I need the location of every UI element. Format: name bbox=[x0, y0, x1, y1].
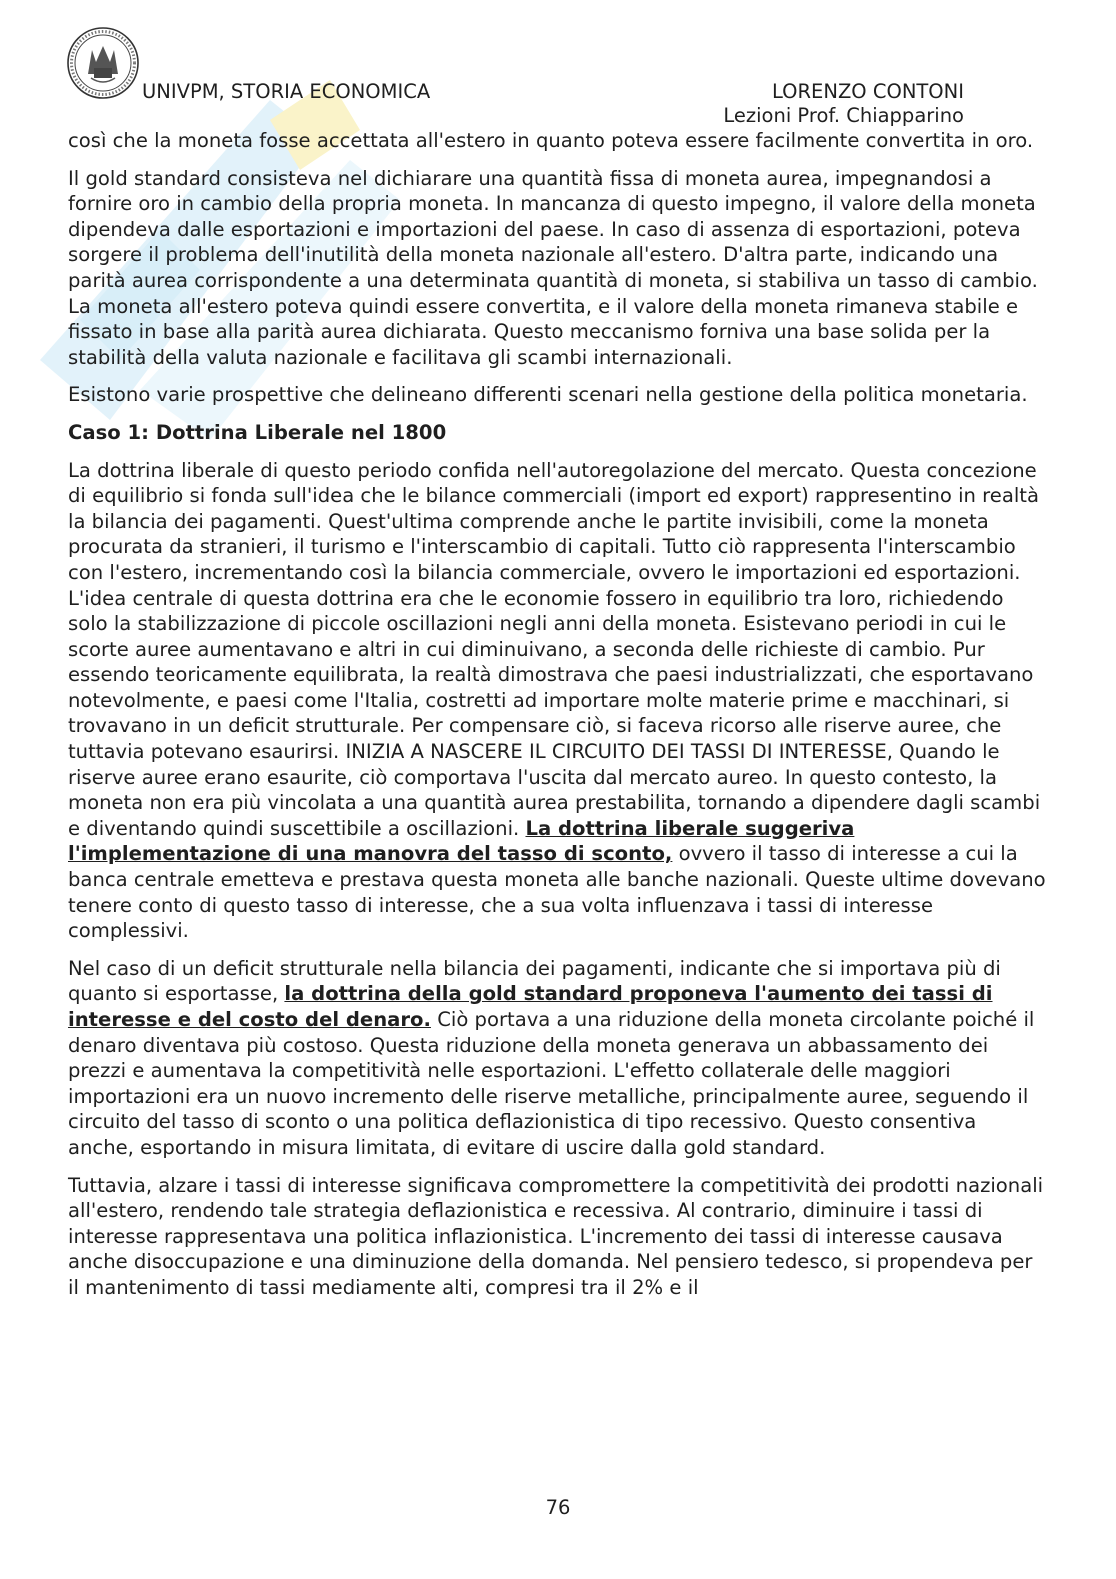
paragraph bbox=[68, 956, 1048, 1161]
paragraph: così che la moneta fosse accettata all'estero in quanto poteva essere facilmente convertita in oro. bbox=[68, 129, 1034, 152]
paragraph-text: ovvero il tasso di interesse a cui la banca centrale emetteva e prestava questa moneta alle banche nazionali. Queste ultime dovevano tenere conto di questo tasso di interesse, che a sua volta influenzava i tassi di interesse complessivi. bbox=[68, 842, 1046, 943]
emphasized-text: la dottrina della gold standard proponeva l'aumento dei tassi di interesse e del costo del denaro. bbox=[68, 982, 993, 1031]
lessons-label: Lezioni Prof. Chiapparino bbox=[723, 104, 964, 127]
paragraph: Il gold standard consisteva nel dichiarare una quantità fissa di moneta aurea, impegnandosi a fornire oro in cambio della propria moneta. In mancanza di questo impegno, il valore della moneta dipendeva dalle esportazioni e importazioni del paese. In caso di assenza di esportazioni, poteva sorgere il problema dell'inutilità della moneta nazionale all'estero. D'altra parte, indicando una parità aurea corrispondente a una determinata quantità di moneta, si stabiliva un tasso di cambio. La moneta all'estero poteva quindi essere convertita, e il valore della moneta rimaneva stabile e fissato in base alla parità aurea dichiarata. Questo meccanismo forniva una base solida per la stabilità della valuta nazionale e facilitava gli scambi internazionali. bbox=[68, 166, 1038, 369]
paragraph: Esistono varie prospettive che delineano differenti scenari nella gestione della politica monetaria. bbox=[68, 383, 1028, 407]
university-seal-icon bbox=[66, 26, 140, 100]
page-number: 76 bbox=[545, 1496, 571, 1519]
paragraph bbox=[68, 458, 1048, 944]
paragraph: Tuttavia, alzare i tassi di interesse significava compromettere la competitività dei prodotti nazionali all'estero, rendendo tale strategia deflazionistica e recessiva. Al contrario, diminuire i tassi di interesse rappresentava una politica inflazionistica. L'incremento dei tassi di interesse causava anche disoccupazione e una diminuzione della domanda. Nel pensiero tedesco, si propendeva per il mantenimento di tassi mediamente alti, compresi tra il 2% e il bbox=[68, 1173, 1044, 1299]
author-block bbox=[723, 80, 964, 128]
section-heading: Caso 1: Dottrina Liberale nel 1800 bbox=[68, 420, 447, 444]
document-body bbox=[68, 128, 1048, 1313]
paragraph-text: La dottrina liberale di questo periodo confida nell'autoregolazione del mercato. Questa concezione di equilibrio si fonda sull'idea che le bilance commerciali (import ed export) rappresentino in realtà la bilancia dei pagamenti. Quest'ultima comprende anche le partite invisibili, come la moneta procurata da stranieri, il turismo e l'interscambio di capitali. Tutto ciò rappresenta l'interscambio con l'estero, incrementando così la bilancia commerciale, ovvero le importazioni ed esportazioni. L'idea centrale di questa dottrina era che le economie fossero in equilibrio tra loro, richiedendo solo la stabilizzazione di piccole oscillazioni negli anni della moneta. Esistevano periodi in cui le scorte auree aumentavano e altri in cui diminuivano, a seconda delle richieste di cambio. Pur essendo teoricamente equilibrata, la realtà dimostrava che paesi industrializzati, che esportavano notevolmente, e paesi come l'Italia, costretti ad importare molte materie prime e macchinari, si trovavano in un deficit strutturale. Per compensare ciò, si faceva ricorso alle riserve auree, che tuttavia potevano esaurirsi. INIZIA A NASCERE IL CIRCUITO DEI TASSI DI INTERESSE, Quando le riserve auree erano esaurite, ciò comportava l'uscita dal mercato aureo. In questo contesto, la moneta non era più vincolata a una quantità aurea prestabilita, tornando a dipendere dagli scambi e diventando quindi suscettibile a oscillazioni. bbox=[68, 458, 1041, 840]
emphasized-text: La dottrina liberale suggeriva l'implementazione di una manovra del tasso di sconto, bbox=[68, 816, 855, 866]
paragraph-text: Nel caso di un deficit strutturale nella bilancia dei pagamenti, indicante che si importava più di quanto si esportasse, bbox=[68, 956, 1001, 1006]
course-title: UNIVPM, STORIA ECONOMICA bbox=[142, 80, 431, 103]
author-name: LORENZO CONTONI bbox=[771, 80, 964, 103]
paragraph-text: Ciò portava a una riduzione della moneta circolante poiché il denaro diventava più costoso. Questa riduzione della moneta generava un abbassamento dei prezzi e aumentava la competitività nelle esportazioni. L'effetto collaterale delle maggiori importazioni era un nuovo incremento delle riserve metalliche, principalmente auree, seguendo il circuito del tasso di sconto o una politica deflazionistica di tipo recessivo. Questo consentiva anche, esportando in misura limitata, di evitare di uscire dalla gold standard. bbox=[68, 1008, 1035, 1159]
